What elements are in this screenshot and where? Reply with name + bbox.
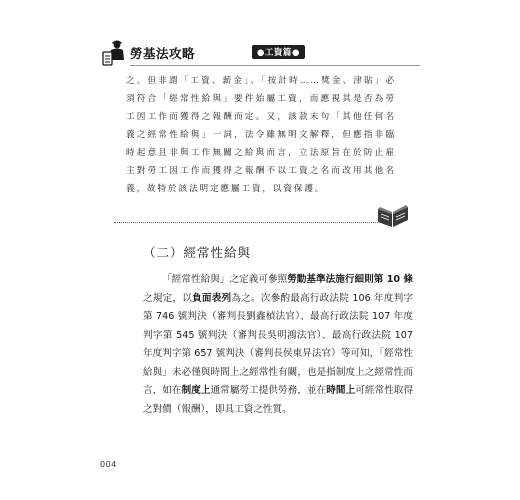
page-number: 004	[100, 460, 117, 469]
quoted-judgment-block	[114, 68, 410, 218]
open-book-icon	[376, 202, 410, 228]
worker-figure-icon	[100, 38, 130, 68]
running-header	[100, 38, 420, 72]
bold-term: 制度上	[181, 385, 211, 396]
header-rule	[130, 65, 420, 66]
dotted-divider	[114, 222, 378, 223]
book-title: 勞基法攻略	[130, 46, 196, 61]
bold-citation: 勞動基準法施行細則第 10 條	[287, 274, 414, 285]
quoted-judgment-text: 之。但非謂「工資、薪金」、「按計時……獎金、津貼」必須符合「經常性給與」要件始屬工資，而應視其是否為勞工因工作而獲得之報酬而定。又，該款末句「其他任何名義之經常性給與」一詞，法令雖無明文解釋，但應指非臨時起意且非與工作無關之給與而言，立法原旨在於防止雇主對勞工因工作而獲得之報酬不以工資之名而改用其他名義，故特於該法明定應屬工資，以資保護。	[126, 76, 396, 194]
body-paragraph: 「經常性給與」之定義可參照勞動基準法施行細則第 10 條之規定，以負面表列為之。次參酌最高行政法院 106 年度判字第 746 號判決（審判長劉鑫楨法官）、最高行政法院 107 年度判字第 545 號判決（審判長吳明鴻法官）、最高行政法院 107 年度判字第 657 號判決（審判長侯東昇法官）等可知，「經常性給與」未必僅與時間上之經常性有關，也是指制度上之經常性而言，如在制度上通常屬勞工提供勞務，並在時間上可經常性取得之對價（報酬），即具工資之性質。	[143, 274, 414, 415]
section-heading: （二）經常性給與	[143, 245, 252, 260]
chapter-badge: ●工資篇●	[252, 45, 305, 59]
bold-term: 時間上	[326, 385, 356, 396]
bold-term: 負面表列	[192, 292, 232, 304]
